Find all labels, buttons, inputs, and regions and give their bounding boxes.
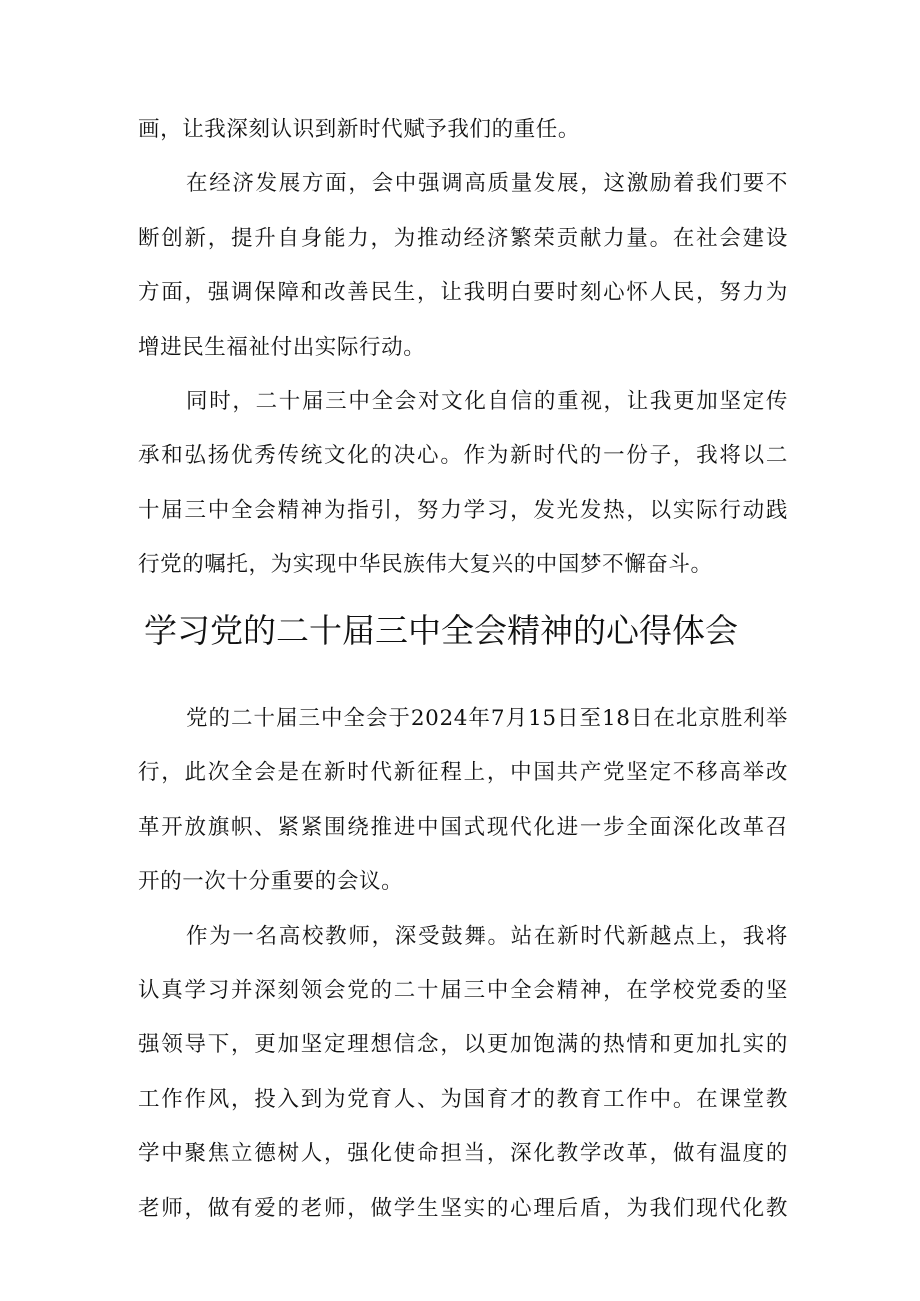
paragraph-line: 革开放旗帜、紧紧围绕推进中国式现代化进一步全面深化改革召 (138, 814, 788, 840)
paragraph-line: 行党的嘱托，为实现中华民族伟大复兴的中国梦不懈奋斗。 (138, 552, 713, 578)
paragraph-line: 强领导下，更加坚定理想信念，以更加饱满的热情和更加扎实的 (138, 1032, 788, 1058)
paragraph (138, 157, 788, 375)
paragraph-line: 开的一次十分重要的会议。 (138, 869, 404, 895)
paragraph-line: 方面，强调保障和改善民生，让我明白要时刻心怀人民，努力为 (138, 280, 788, 306)
paragraph-line: 作为一名高校教师，深受鼓舞。站在新时代新越点上，我将 (186, 923, 788, 949)
top-section (138, 103, 788, 593)
paragraph (138, 103, 788, 157)
bottom-section (138, 692, 788, 1236)
paragraph-line: 认真学习并深刻领会党的二十届三中全会精神，在学校党委的坚 (138, 977, 788, 1003)
paragraph-line: 在经济发展方面，会中强调高质量发展，这激励着我们要不 (186, 171, 788, 197)
paragraph (138, 910, 788, 1236)
paragraph-line: 画，让我深刻认识到新时代赋予我们的重任。 (138, 117, 581, 142)
paragraph-line: 行，此次全会是在新时代新征程上，中国共产党坚定不移高举改 (138, 760, 788, 786)
essay-title: 学习党的二十届三中全会精神的心得体会 (144, 611, 738, 650)
paragraph-line: 党的二十届三中全会于2024年7月15日至18日在北京胜利举 (186, 706, 788, 731)
paragraph-line: 增进民生福祉付出实际行动。 (138, 334, 426, 360)
paragraph-line: 工作作风，投入到为党育人、为国育才的教育工作中。在课堂教 (138, 1086, 788, 1112)
paragraph-line: 承和弘扬优秀传统文化的决心。作为新时代的一份子，我将以二 (138, 443, 788, 469)
paragraph-line: 老师，做有爱的老师，做学生坚实的心理后盾，为我们现代化教 (138, 1195, 788, 1221)
paragraph-line: 十届三中全会精神为指引，努力学习，发光发热，以实际行动践 (138, 497, 788, 523)
paragraph (138, 692, 788, 910)
paragraph-line: 学中聚焦立德树人，强化使命担当，深化教学改革，做有温度的 (138, 1141, 788, 1167)
paragraph-line: 同时，二十届三中全会对文化自信的重视，让我更加坚定传 (186, 388, 788, 414)
paragraph-line: 断创新，提升自身能力，为推动经济繁荣贡献力量。在社会建设 (138, 225, 788, 251)
paragraph (138, 375, 788, 593)
